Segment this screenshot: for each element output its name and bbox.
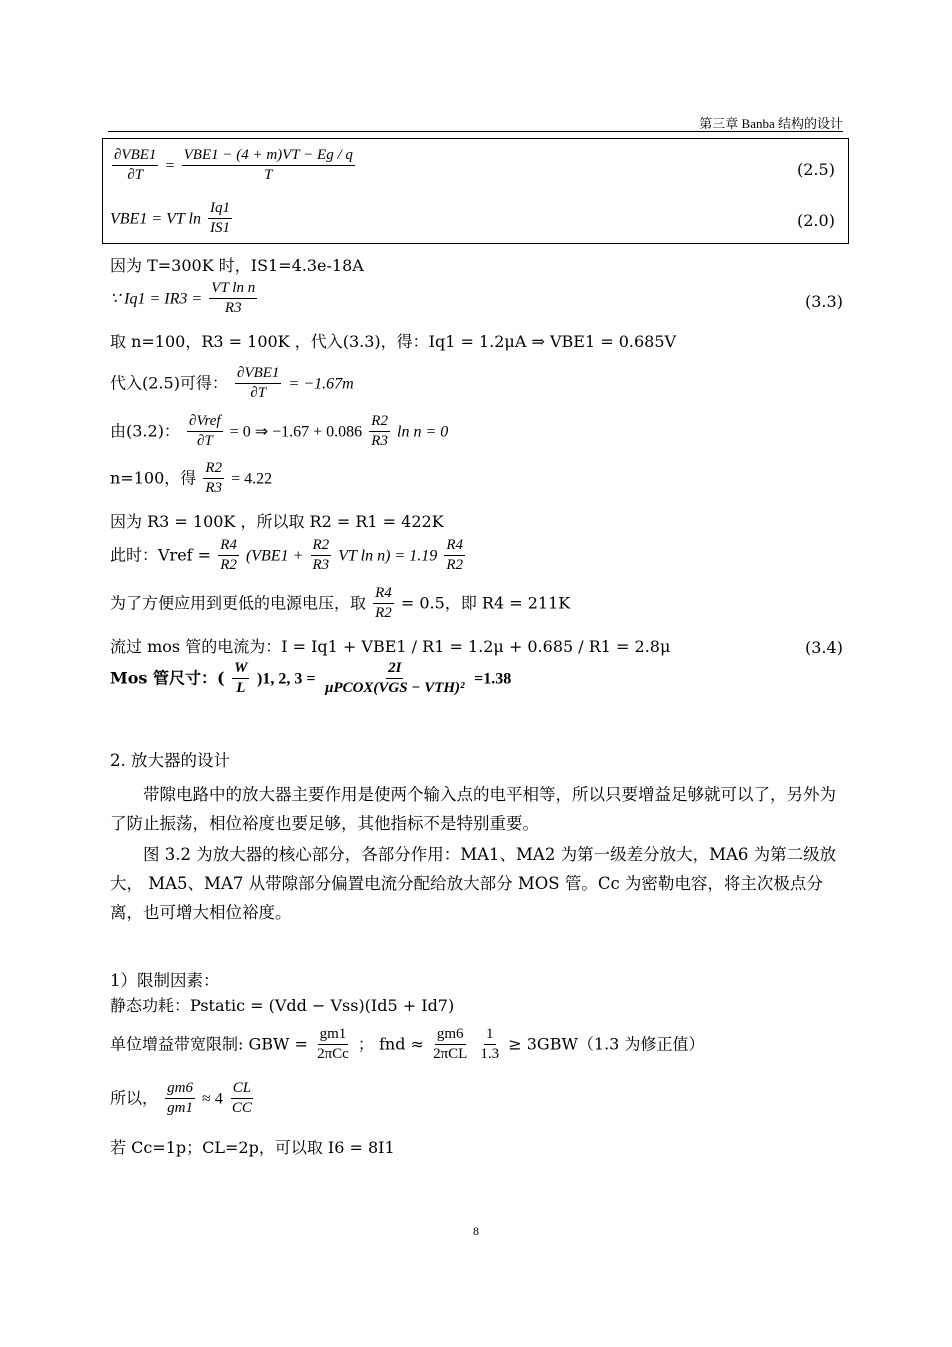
- l5-den: ∂T: [196, 433, 213, 450]
- text-line-substitute-2-5: [110, 365, 354, 403]
- l8-den3: R2: [446, 557, 463, 574]
- text-line-mos-size: [110, 660, 511, 698]
- paragraph-amplifier-purpose: 带隙电路中的放大器主要作用是使两个输入点的电平相等，所以只要增益足够就可以了，另外为了防止振荡，相位裕度也要足够，其他指标不是特别重要。: [110, 785, 836, 833]
- l11-num: W: [232, 660, 249, 679]
- l6-num: R2: [203, 460, 224, 479]
- l11-num2: 2I: [386, 660, 403, 679]
- section-heading-amplifier: 2. 放大器的设计: [110, 751, 230, 770]
- eq-number-3-4: (3.4): [805, 638, 843, 657]
- so-mid: ≈ 4: [202, 1090, 223, 1108]
- gbw-line: [110, 1026, 704, 1064]
- text-line-r-values: 因为 R3 = 100K ，所以取 R2 = R1 = 422K: [110, 512, 444, 531]
- l4-post: = −1.67m: [288, 375, 354, 393]
- l8-num: R4: [218, 537, 239, 556]
- l5-pre: 由(3.2)：: [110, 421, 180, 441]
- l5-post: ln n = 0: [397, 423, 449, 441]
- l11-mid: )1, 2, 3 =: [257, 670, 316, 688]
- l8-num2: R2: [311, 537, 332, 556]
- l9-pre: 为了方便应用到更低的电源电压，取: [110, 593, 367, 613]
- l5-num2: R2: [369, 413, 390, 432]
- l8-mid: (VBE1 +: [245, 547, 304, 565]
- eq2-frac-den: IS1: [210, 220, 231, 237]
- gbw-num3: 1: [484, 1026, 496, 1045]
- so-num: gm6: [165, 1080, 195, 1099]
- eq33-den: R3: [224, 300, 242, 317]
- eq33-pre: ∵ Iq1 = IR3 =: [110, 290, 203, 308]
- eq1-rhs-den: T: [264, 167, 273, 184]
- gbw-post: ≥ 3GBW（1.3 为修正值）: [508, 1034, 705, 1054]
- eq1-lhs-den: ∂T: [127, 167, 144, 184]
- l5-num: ∂Vref: [187, 413, 223, 432]
- so-den: gm1: [167, 1100, 193, 1117]
- so-num2: CL: [231, 1080, 253, 1099]
- l4-pre: 代入(2.5)可得：: [110, 373, 228, 393]
- l8-den: R2: [220, 557, 237, 574]
- text-line-ratio: [110, 460, 272, 498]
- l4-num: ∂VBE1: [235, 365, 281, 384]
- l11-den: L: [236, 680, 246, 697]
- gbw-pre: 单位增益带宽限制: GBW =: [110, 1034, 308, 1054]
- gm-ratio-line: [110, 1080, 256, 1118]
- l11-den2: μPCOX(VGS − VTH)²: [325, 680, 465, 697]
- eq-number-3-3: (3.3): [805, 292, 843, 311]
- l11-post: =1.38: [474, 670, 512, 688]
- so-pre: 所以，: [110, 1088, 159, 1108]
- text-line-n100: 取 n=100，R3 = 100K ，代入(3.3)，得：Iq1 = 1.2μA ⇒ VBE1 = 0.685V: [110, 332, 677, 351]
- equation-3-3: [110, 280, 259, 318]
- gbw-num: gm1: [318, 1026, 349, 1045]
- l5-den2: R3: [371, 433, 388, 450]
- l8-den2: R3: [312, 557, 330, 574]
- equation-2-0: [110, 200, 234, 238]
- l8-pre: 此时：Vref =: [110, 545, 212, 565]
- eq-number-2-5: (2.5): [797, 160, 835, 179]
- l9-den: R2: [375, 605, 392, 622]
- gbw-den3: 1.3: [480, 1046, 500, 1063]
- text-line-mos-current: 流过 mos 管的电流为：I = Iq1 + VBE1 / R1 = 1.2μ + 0.685 / R1 = 2.8μ: [110, 637, 671, 656]
- l6-den: R3: [205, 480, 223, 497]
- text-line-temperature: 因为 T=300K 时，IS1=4.3e-18A: [110, 256, 364, 275]
- static-power-line: 静态功耗：Pstatic = (Vdd − Vss)(Id5 + Id7): [110, 996, 455, 1015]
- l6-pre: n=100，得: [110, 468, 197, 488]
- eq1-lhs-num: ∂VBE1: [112, 147, 158, 166]
- l9-num: R4: [373, 585, 394, 604]
- gbw-mid: ； fnd ≈: [357, 1034, 424, 1054]
- l8-num3: R4: [444, 537, 465, 556]
- so-den2: CC: [231, 1100, 252, 1117]
- eq2-frac-num: Iq1: [208, 200, 232, 219]
- equation-2-5: $\frac{\text{∂VBE1}}{\partial T}$ = $\frac{\text{VBE1 − (4 + m)VT − Eg / q}}{T}$: [114, 147, 353, 184]
- text-line-from-3-2: [110, 413, 448, 451]
- l11-pre: Mos 管尺寸：(: [110, 668, 225, 688]
- eq1-rhs-num: VBE1 − (4 + m)VT − Eg / q: [182, 147, 355, 166]
- header-rule: [108, 131, 843, 132]
- paragraph-amplifier-core: 图 3.2 为放大器的核心部分，各部分作用：MA1、MA2 为第一级差分放大，MA6 为第二级放大， MA5、MA7 从带隙部分偏置电流分配给放大部分 MOS 管。Cc 为密勒电容，将主次极点分离，也可增大相位裕度。: [110, 845, 837, 922]
- l9-post: = 0.5，即 R4 = 211K: [400, 593, 571, 613]
- eq33-num: VT ln n: [209, 280, 257, 299]
- eq2-lhs: VBE1 = VT ln: [110, 210, 201, 228]
- limits-heading: 1）限制因素：: [110, 971, 220, 990]
- chapter-header: 第三章 Banba 结构的设计: [699, 116, 843, 131]
- capacitance-line: 若 Cc=1p；CL=2p，可以取 I6 = 8I1: [110, 1138, 395, 1157]
- text-line-lower-supply: [110, 585, 570, 623]
- l5-mid: = 0 ⇒ −1.67 + 0.086: [229, 423, 363, 441]
- text-line-vref: [110, 537, 467, 575]
- l4-den: ∂T: [250, 385, 267, 402]
- page-number: 8: [473, 1224, 479, 1238]
- eq-number-2-0: (2.0): [797, 211, 835, 230]
- l8-mid2: VT ln n) = 1.19: [338, 547, 438, 565]
- l6-post: = 4.22: [231, 470, 273, 488]
- gbw-den2: 2πCL: [433, 1046, 468, 1063]
- gbw-num2: gm6: [435, 1026, 466, 1045]
- gbw-den: 2πCc: [317, 1046, 349, 1063]
